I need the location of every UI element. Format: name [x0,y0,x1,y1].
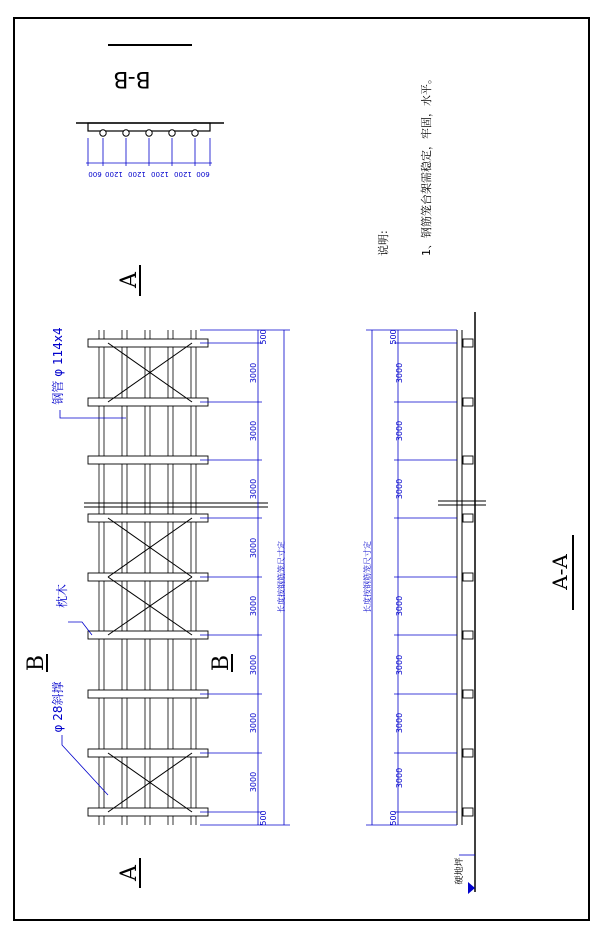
sleeper [88,808,208,816]
notes [377,73,433,256]
aa-sleeper [463,749,473,757]
notes-title: 说明: [377,230,390,256]
aa-sleeper [463,631,473,639]
plan-dim: 3000 [249,362,258,384]
ground-marker [453,855,475,894]
plan-dim: 3000 [249,420,258,442]
section-mark-a-bottom: A [117,865,142,881]
aa-dim: 3000 [395,654,404,676]
aa-dim: 3000 [395,478,404,500]
pipe-circle [123,130,129,136]
aa-length-label: 长度按钢筋笼尺寸定 [363,541,372,613]
aa-dim: 3000 [395,712,404,734]
plan-dim: 3000 [249,771,258,793]
label-ground: 硬地坪 [455,857,465,885]
pipe-circle [100,130,106,136]
bb-dim: 1200 [105,170,123,178]
section-mark-b-right: B [209,654,234,672]
plan-view [24,265,290,888]
section-mark-b-left: B [24,654,49,672]
bb-dim: 1200 [151,170,169,178]
sleeper [88,398,208,406]
aa-dim: 3000 [395,595,404,617]
section-bb-title: B-B [113,66,151,91]
section-bb [76,45,224,178]
aa-dim: 3000 [395,420,404,442]
sleeper [88,573,208,581]
plan-dim: 500 [259,810,268,826]
label-brace: φ 28斜撑 [51,681,65,733]
plan-dim: 3000 [249,712,258,734]
label-steel-pipe: 钢管 φ 114x4 [51,327,65,405]
plan-dim: 500 [259,329,268,345]
aa-dim: 500 [389,329,398,345]
sleeper [88,456,208,464]
notes-line-1: 1、钢筋笼台架需稳定，牢固，水平。 [420,73,433,256]
sleeper [88,690,208,698]
plan-dim: 3000 [249,537,258,559]
section-aa [362,312,573,894]
aa-sleeper [463,573,473,581]
label-sleeper: 枕木 [55,583,69,609]
aa-dim: 3000 [395,767,404,789]
sleeper [88,514,208,522]
bb-dim: 600 [88,170,102,178]
aa-sleeper [463,808,473,816]
pipe-circle [192,130,198,136]
sheet-border [14,18,589,920]
section-aa-title: A-A [548,554,572,590]
aa-dim: 3000 [395,362,404,384]
plan-length-label: 长度按钢筋笼尺寸定 [277,541,286,613]
aa-sleeper [463,456,473,464]
plan-dim: 3000 [249,595,258,617]
pipe-circle [169,130,175,136]
sleeper [88,749,208,757]
sleeper [88,631,208,639]
plan-dim: 3000 [249,654,258,676]
plan-dim: 3000 [249,478,258,500]
aa-sleeper [463,339,473,347]
elevation-triangle-icon [468,882,475,894]
bb-dim: 1200 [174,170,192,178]
aa-sleeper [463,514,473,522]
sleeper [88,339,208,347]
aa-sleeper [463,690,473,698]
pipe-circle [146,130,152,136]
aa-sleeper [463,398,473,406]
aa-dim: 500 [389,810,398,826]
bb-dim: 600 [196,170,210,178]
bb-dim: 1200 [128,170,146,178]
section-mark-a-top: A [117,272,142,288]
